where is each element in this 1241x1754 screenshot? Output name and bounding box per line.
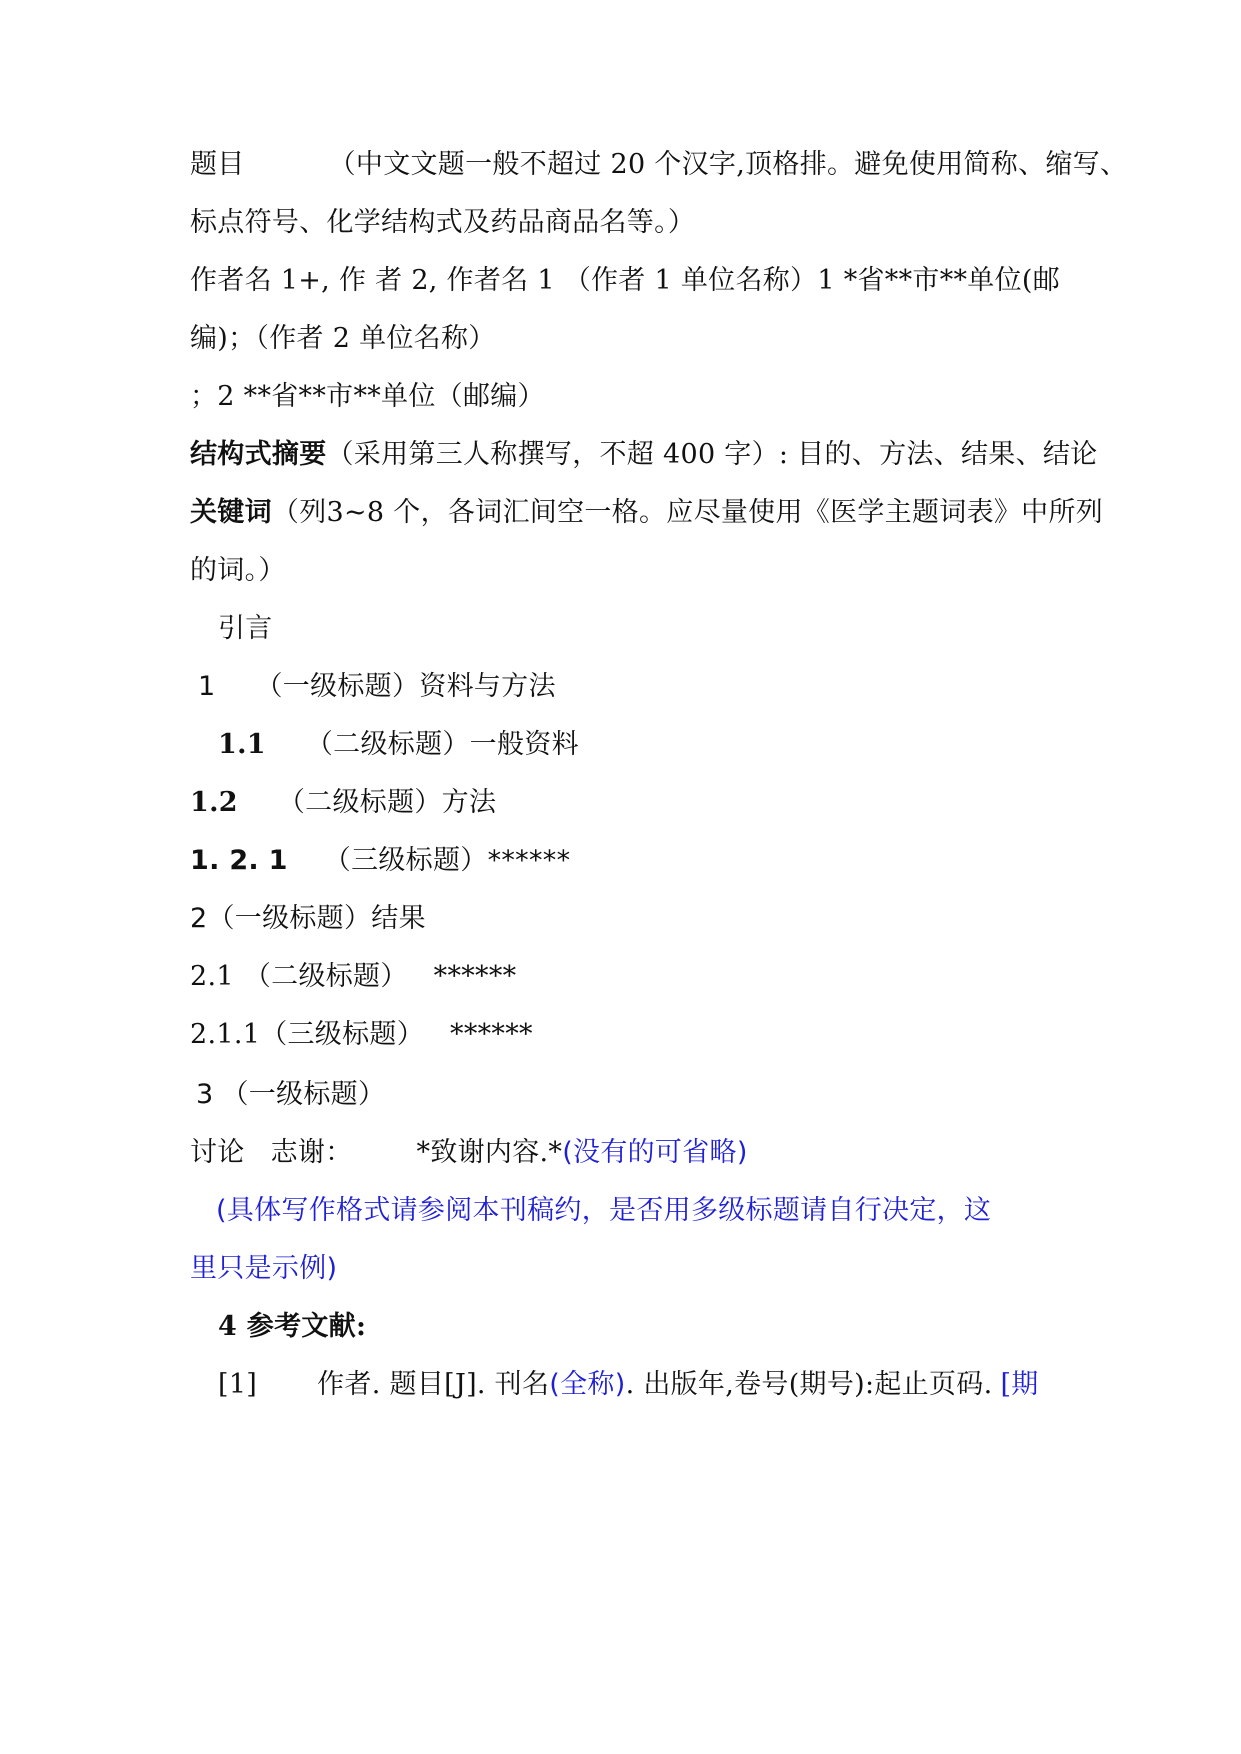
heading-1-2 bbox=[190, 786, 496, 820]
heading-2-1-1-text: （三级标题） bbox=[260, 1019, 425, 1050]
discussion-line bbox=[190, 1136, 748, 1170]
heading-1-2-1-number: 1. 2. 1 bbox=[190, 845, 288, 876]
authors-line-2: 编)；（作者 2 单位名称） bbox=[190, 323, 496, 354]
abstract-label: 结构式摘要 bbox=[190, 439, 327, 470]
heading-1-2-number: 1.2 bbox=[190, 787, 238, 818]
authors-line-3: ；2 **省**市**单位（邮编） bbox=[190, 381, 545, 412]
heading-1-1-text: （二级标题）一般资料 bbox=[305, 729, 579, 760]
thanks-note: (没有的可省略) bbox=[562, 1137, 748, 1168]
discussion-label: 讨论 bbox=[190, 1137, 245, 1168]
reference-full-name-note: (全称) bbox=[549, 1369, 626, 1400]
format-note-line-2: 里只是示例) bbox=[190, 1253, 338, 1284]
keywords-text: （列3~8 个，各词汇间空一格。应尽量使用《医学主题词表》中所列 bbox=[271, 497, 1104, 528]
format-note-line-1: (具体写作格式请参阅本刊稿约，是否用多级标题请自行决定，这 bbox=[216, 1195, 992, 1226]
title-note-continued: 标点符号、化学结构式及药品商品名等。） bbox=[190, 207, 696, 238]
heading-2: 2（一级标题）结果 bbox=[190, 903, 426, 934]
thanks-label: 志谢： bbox=[270, 1137, 353, 1168]
reference-part-1: 作者. 题目[J]. 刊名 bbox=[317, 1369, 550, 1400]
heading-1-text: （一级标题）资料与方法 bbox=[255, 671, 556, 702]
heading-1-2-text: （二级标题）方法 bbox=[277, 787, 497, 818]
reference-index: [1] bbox=[218, 1369, 258, 1400]
heading-1-1 bbox=[218, 728, 579, 762]
heading-2-1-stars: ****** bbox=[433, 961, 517, 992]
heading-1-2-1-text: （三级标题）****** bbox=[323, 845, 571, 876]
reference-item-1 bbox=[218, 1368, 1039, 1402]
title-label: 题目 bbox=[190, 149, 245, 180]
keywords-line bbox=[190, 496, 1103, 530]
abstract-line bbox=[190, 438, 1097, 472]
reference-tag: [期 bbox=[1000, 1369, 1039, 1400]
authors-line-1: 作者名 1+, 作 者 2, 作者名 1 （作者 1 单位名称）1 *省**市**单位(邮 bbox=[190, 265, 1061, 296]
abstract-text: （采用第三人称撰写，不超 400 字）: 目的、方法、结果、结论 bbox=[326, 439, 1098, 470]
keywords-continued: 的词。） bbox=[190, 555, 286, 586]
heading-2-1-text: （二级标题） bbox=[243, 961, 408, 992]
heading-1-1-number: 1.1 bbox=[218, 729, 266, 760]
heading-3-number: 3 bbox=[196, 1079, 214, 1110]
heading-1 bbox=[198, 670, 556, 704]
heading-2-1-1-stars: ****** bbox=[450, 1019, 533, 1050]
heading-2-1-number: 2.1 bbox=[190, 961, 234, 992]
heading-1-2-1 bbox=[190, 844, 570, 878]
heading-3-text: （一级标题） bbox=[221, 1079, 386, 1110]
keywords-label: 关键词 bbox=[190, 497, 272, 528]
references-heading: 4 参考文献: bbox=[218, 1311, 367, 1342]
title-note: （中文文题一般不超过 20 个汉字,顶格排。避免使用简称、缩写、 bbox=[328, 149, 1128, 180]
reference-part-2: . 出版年,卷号(期号):起止页码. bbox=[625, 1369, 993, 1400]
thanks-content: *致谢内容.* bbox=[416, 1137, 563, 1168]
heading-3 bbox=[196, 1078, 385, 1112]
intro-heading: 引言 bbox=[218, 613, 273, 644]
heading-2-1 bbox=[190, 960, 516, 994]
heading-1-number: 1 bbox=[198, 671, 216, 702]
heading-2-1-1 bbox=[190, 1018, 533, 1052]
heading-2-1-1-number: 2.1.1 bbox=[190, 1019, 261, 1050]
title-line bbox=[190, 148, 1127, 182]
